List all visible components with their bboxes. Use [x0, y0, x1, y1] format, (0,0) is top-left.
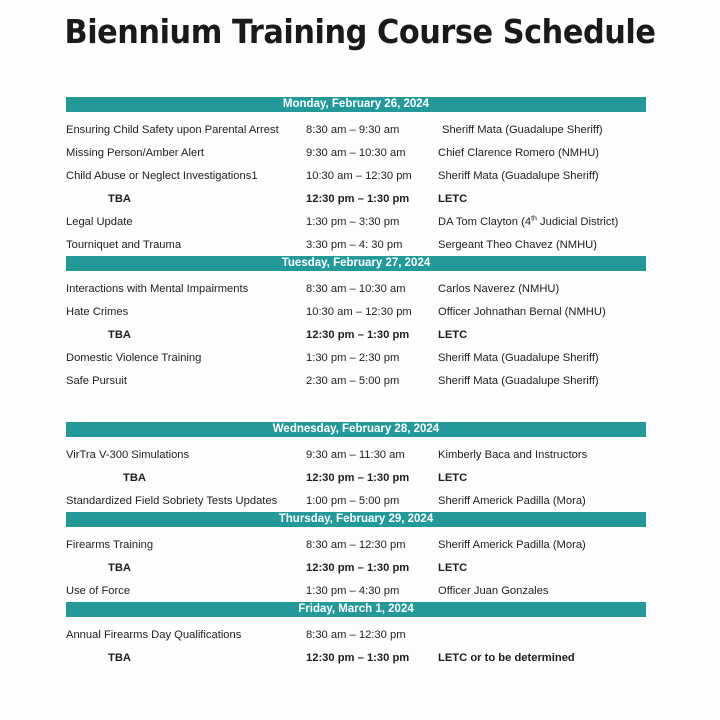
course-time: 9:30 am – 11:30 am — [306, 449, 405, 461]
course-time: 9:30 am – 10:30 am — [306, 147, 406, 159]
course-instructor: Officer Juan Gonzales — [438, 585, 549, 597]
course-time: 12:30 pm – 1:30 pm — [306, 329, 410, 341]
day-header-wednesday: Wednesday, February 28, 2024 — [66, 422, 646, 437]
course-name: TBA — [108, 193, 131, 205]
course-name: Annual Firearms Day Qualifications — [66, 629, 242, 641]
course-time: 1:30 pm – 2:30 pm — [306, 352, 400, 364]
course-time: 8:30 am – 12:30 pm — [306, 539, 406, 551]
course-instructor: Sergeant Theo Chavez (NMHU) — [438, 239, 597, 251]
course-instructor: LETC — [438, 193, 468, 205]
table-row-tba — [66, 556, 646, 579]
course-name: TBA — [108, 652, 131, 664]
table-row — [66, 533, 646, 556]
course-time: 10:30 am – 12:30 pm — [306, 306, 412, 318]
course-time: 1:30 pm – 3:30 pm — [306, 216, 400, 228]
page-title: Biennium Training Course Schedule — [64, 12, 656, 51]
course-time: 3:30 pm – 4: 30 pm — [306, 239, 403, 251]
course-name: VirTra V-300 Simulations — [66, 449, 190, 461]
course-name: Domestic Violence Training — [66, 352, 202, 364]
table-row — [66, 164, 646, 187]
table-row — [66, 369, 646, 392]
course-name: Interactions with Mental Impairments — [66, 283, 249, 295]
table-row-tba — [66, 466, 646, 489]
day-header-thursday: Thursday, February 29, 2024 — [66, 512, 646, 527]
schedule-table — [66, 97, 646, 669]
table-row — [66, 233, 646, 256]
course-instructor: Sheriff Americk Padilla (Mora) — [438, 495, 586, 507]
table-row — [66, 277, 646, 300]
course-name: Hate Crimes — [66, 306, 129, 318]
table-row — [66, 300, 646, 323]
table-row — [66, 141, 646, 164]
course-time: 8:30 am – 10:30 am — [306, 283, 406, 295]
course-instructor: LETC — [438, 329, 468, 341]
course-instructor: Sheriff Americk Padilla (Mora) — [438, 539, 586, 551]
course-time: 12:30 pm – 1:30 pm — [306, 472, 410, 484]
course-instructor: Officer Johnathan Bernal (NMHU) — [438, 306, 606, 318]
course-name: Use of Force — [66, 585, 131, 597]
instructor-post: Judicial District) — [536, 216, 619, 228]
table-row — [66, 489, 646, 512]
day-header-friday: Friday, March 1, 2024 — [66, 602, 646, 617]
course-time: 12:30 pm – 1:30 pm — [306, 562, 410, 574]
course-instructor — [438, 216, 618, 228]
table-row — [66, 443, 646, 466]
course-name: Child Abuse or Neglect Investigations1 — [66, 170, 258, 182]
course-time: 1:00 pm – 5:00 pm — [306, 495, 400, 507]
course-time: 8:30 am – 9:30 am — [306, 124, 400, 136]
course-name: Standardized Field Sobriety Tests Updates — [66, 495, 278, 507]
course-name: Legal Update — [66, 216, 133, 228]
course-name: Missing Person/Amber Alert — [66, 147, 205, 159]
table-row — [66, 210, 646, 233]
course-instructor: Sheriff Mata (Guadalupe Sheriff) — [438, 352, 599, 364]
course-time: 12:30 pm – 1:30 pm — [306, 193, 410, 205]
instructor-pre: DA Tom Clayton (4 — [438, 216, 532, 228]
course-instructor: Kimberly Baca and Instructors — [438, 449, 588, 461]
course-name: Tourniquet and Trauma — [66, 239, 182, 251]
course-instructor: LETC or to be determined — [438, 652, 575, 664]
course-instructor: Sheriff Mata (Guadalupe Sheriff) — [438, 375, 599, 387]
course-name: TBA — [108, 562, 131, 574]
course-instructor: Sheriff Mata (Guadalupe Sheriff) — [442, 124, 603, 136]
table-row-tba — [66, 646, 646, 669]
course-instructor: Chief Clarence Romero (NMHU) — [438, 147, 600, 159]
course-time: 8:30 am – 12:30 pm — [306, 629, 406, 641]
course-name: TBA — [108, 329, 131, 341]
course-instructor: LETC — [438, 472, 468, 484]
course-time: 10:30 am – 12:30 pm — [306, 170, 412, 182]
table-row — [66, 579, 646, 602]
course-instructor: LETC — [438, 562, 468, 574]
table-row — [66, 118, 646, 141]
table-row-tba — [66, 323, 646, 346]
ordinal-suffix: th — [531, 215, 537, 223]
table-row — [66, 623, 646, 646]
course-name: TBA — [123, 472, 146, 484]
course-instructor: Carlos Naverez (NMHU) — [438, 283, 560, 295]
course-name: Firearms Training — [66, 539, 154, 551]
day-header-monday: Monday, February 26, 2024 — [66, 97, 646, 112]
day-header-tuesday: Tuesday, February 27, 2024 — [66, 256, 646, 271]
table-row-tba — [66, 187, 646, 210]
course-time: 12:30 pm – 1:30 pm — [306, 652, 410, 664]
course-instructor: Sheriff Mata (Guadalupe Sheriff) — [438, 170, 599, 182]
course-name: Ensuring Child Safety upon Parental Arrest — [66, 124, 279, 136]
course-time: 1:30 pm – 4:30 pm — [306, 585, 400, 597]
course-name: Safe Pursuit — [66, 375, 127, 387]
course-time: 2:30 am – 5:00 pm — [306, 375, 400, 387]
table-row — [66, 346, 646, 369]
